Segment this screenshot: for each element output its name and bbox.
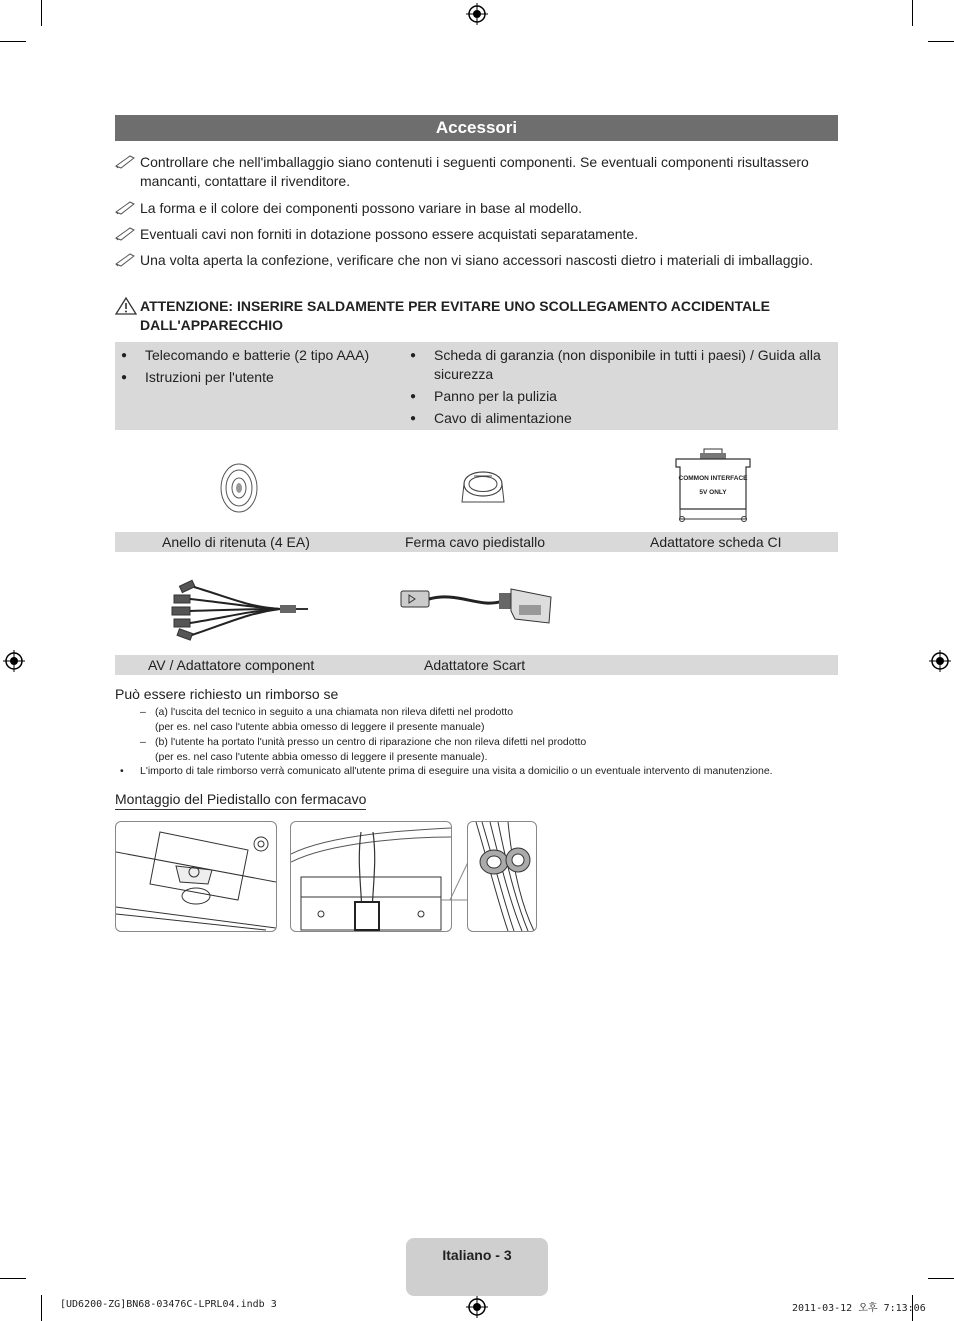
accessory-labels-row-2 xyxy=(115,655,838,675)
refund-intro: Può essere richiesto un rimborso se xyxy=(115,686,339,702)
scart-adapter-illustration xyxy=(399,583,555,629)
note-text: La forma e il colore dei componenti possono variare in base al modello. xyxy=(140,200,583,216)
av-component-adapter-illustration xyxy=(168,577,310,643)
refund-bullet-text: L'importo di tale rimborso verrà comunicato all'utente prima di eseguire una visita a domicilio o un eventuale intervento di manutenzione. xyxy=(140,765,773,777)
accessory-label: Anello di ritenuta (4 EA) xyxy=(162,534,310,550)
accessory-label: Ferma cavo piedistallo xyxy=(405,534,546,550)
refund-case-dash: – xyxy=(140,736,146,748)
accessory-label: Adattatore scheda CI xyxy=(650,534,782,550)
items-list-left xyxy=(115,346,400,390)
ci-card-text xyxy=(674,472,752,500)
warning-text: ATTENZIONE: INSERIRE SALDAMENTE PER EVITARE UNO SCOLLEGAMENTO ACCIDENTALE DALL'APPARECCHIO xyxy=(140,298,771,333)
page-number-tab: Italiano - 3 xyxy=(406,1238,548,1296)
list-item: ● Telecomando e batterie (2 tipo AAA) xyxy=(115,346,400,365)
note-item xyxy=(115,153,815,191)
refund-case-dash: – xyxy=(140,706,146,718)
assembly-step-1-figure xyxy=(115,821,277,932)
note-item xyxy=(115,225,815,244)
pencil-note-icon xyxy=(115,251,137,267)
list-item: ● Cavo di alimentazione xyxy=(404,409,824,428)
registration-mark-icon xyxy=(466,3,488,25)
cable-holder-illustration xyxy=(460,462,506,508)
refund-case xyxy=(155,735,755,764)
assembly-step-3-figure xyxy=(467,821,537,932)
refund-case-line: (b) l'utente ha portato l'unità presso un centro di riparazione che non rileva difetti nel prodotto xyxy=(155,736,587,748)
ci-card-line2: 5V ONLY xyxy=(699,489,727,496)
pencil-note-icon xyxy=(115,199,137,215)
note-item xyxy=(115,251,815,289)
registration-mark-icon xyxy=(3,650,25,672)
note-text: Una volta aperta la confezione, verificare che non vi siano accessori nascosti dietro i materiali di imballaggio. xyxy=(140,252,814,268)
list-item: ● Istruzioni per l'utente xyxy=(115,368,400,387)
note-item xyxy=(115,199,815,218)
refund-case-line: (per es. nel caso l'utente abbia omesso di leggere il presente manuale) xyxy=(155,720,485,733)
print-timestamp: 2011-03-12 오후 7:13:06 xyxy=(792,1303,926,1314)
assembly-step-2-figure xyxy=(290,821,452,932)
refund-case xyxy=(155,705,755,734)
pencil-note-icon xyxy=(115,225,137,241)
retaining-ring-illustration xyxy=(218,462,260,514)
list-item: ● Scheda di garanzia (non disponibile in tutti i paesi) / Guida alla sicurezza xyxy=(404,346,824,384)
accessory-label: AV / Adattatore component xyxy=(148,657,315,673)
refund-case-line: (per es. nel caso l'utente abbia omesso di leggere il presente manuale). xyxy=(155,750,488,763)
list-item: ● Panno per la pulizia xyxy=(404,387,824,406)
warning-triangle-icon xyxy=(115,297,137,315)
accessory-label: Adattatore Scart xyxy=(424,657,526,673)
included-items-box xyxy=(115,342,838,430)
refund-bullet-dot: • xyxy=(120,765,124,777)
assembly-heading: Montaggio del Piedistallo con fermacavo xyxy=(115,790,366,810)
note-text: Controllare che nell'imballaggio siano contenuti i seguenti componenti. Se eventuali componenti risultassero mancanti, contattare il rivenditore. xyxy=(140,154,809,189)
registration-mark-icon xyxy=(466,1296,488,1318)
file-info: [UD6200-ZG]BN68-03476C-LPRL04.indb 3 xyxy=(60,1299,277,1310)
pencil-note-icon xyxy=(115,153,137,169)
callout-lines xyxy=(440,860,470,905)
ci-card-line1: COMMON INTERFACE xyxy=(678,475,748,482)
registration-mark-icon xyxy=(929,650,951,672)
refund-case-line: (a) l'uscita del tecnico in seguito a una chiamata non rileva difetti nel prodotto xyxy=(155,706,514,718)
section-title: Accessori xyxy=(115,115,838,141)
items-list-right xyxy=(404,346,824,431)
note-text: Eventuali cavi non forniti in dotazione possono essere acquistati separatamente. xyxy=(140,226,639,242)
accessory-labels-row-1 xyxy=(115,532,838,552)
